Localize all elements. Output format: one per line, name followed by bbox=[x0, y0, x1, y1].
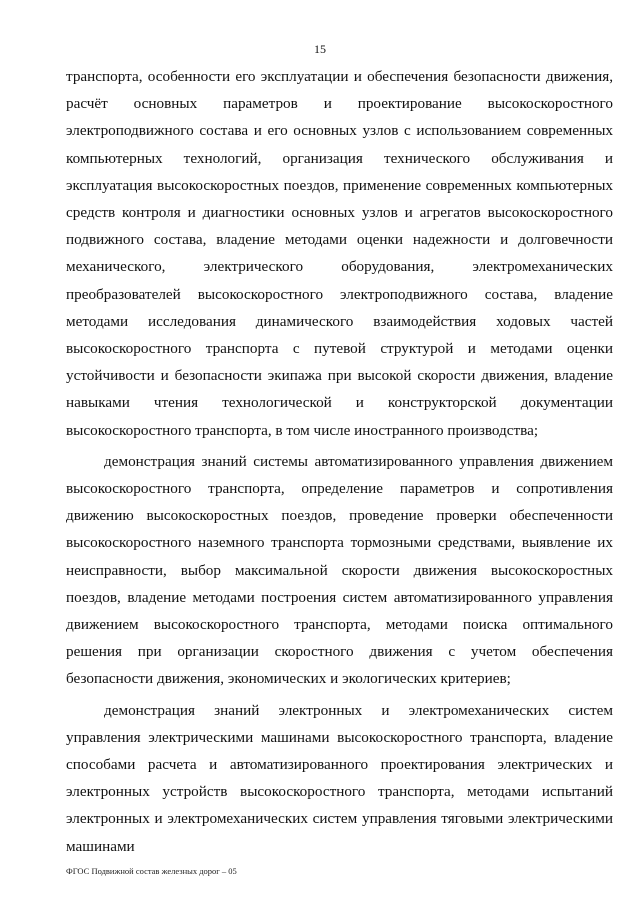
paragraph-1: транспорта, особенности его эксплуатации и обеспечения безопасности движения, расчёт основных параметров и проектирование высокоскоростного электроподвижного состава и его основных узлов с использованием современных компьютерных технологий, организация технического обслуживания и эксплуатация высокоскоростных поездов, применение современных компьютерных средств контроля и диагностики основных узлов и агрегатов высокоскоростного подвижного состава, владение методами оценки надежности и долговечности механического, электрического оборудования, электромеханических преобразователей высокоскоростного электроподвижного состава, владение методами исследования динамического взаимодействия ходовых частей высокоскоростного транспорта с путевой структурой и методами оценки устойчивости и безопасности экипажа при высокой скорости движения, владение навыками чтения технологической и конструкторской документации высокоскоростного транспорта, в том числе иностранного производства; bbox=[66, 68, 613, 439]
paragraph-3: демонстрация знаний электронных и электромеханических систем управления электрическими машинами высокоскоростного транспорта, владение способами расчета и автоматизированного проектирования электрических и электронных устройств высокоскоростного транспорта, методами испытаний электронных и электромеханических систем управления тяговыми электрическими машинами bbox=[66, 701, 613, 855]
document-body bbox=[66, 63, 613, 860]
page-footer: ФГОС Подвижной состав железных дорог – 05 bbox=[66, 866, 237, 876]
paragraph-2: демонстрация знаний системы автоматизированного управления движением высокоскоростного транспорта, определение параметров и сопротивления движению высокоскоростных поездов, проведение проверки обеспеченности высокоскоростного наземного транспорта тормозными средствами, выявление их неисправности, выбор максимальной скорости движения высокоскоростных поездов, владение методами построения систем автоматизированного управления движением высокоскоростного транспорта, методами поиска оптимального решения при организации скоростного движения с учетом обеспечения безопасности движения, экономических и экологических критериев; bbox=[66, 452, 613, 688]
page-number: 15 bbox=[314, 42, 326, 56]
